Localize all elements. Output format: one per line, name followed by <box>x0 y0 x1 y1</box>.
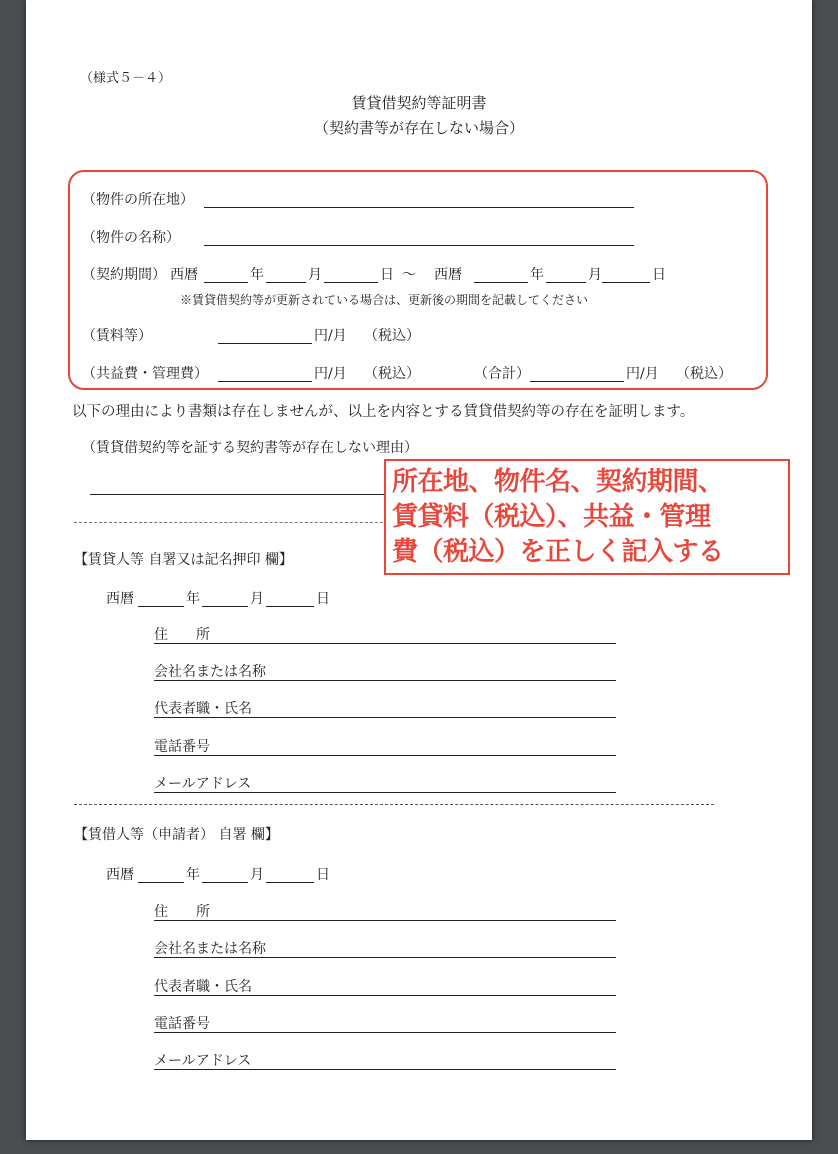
reason-label: （賃貸借契約等を証する契約書等が存在しない理由） <box>82 440 418 456</box>
lessee-representative-line[interactable] <box>154 995 616 996</box>
property-name-line[interactable] <box>204 245 634 246</box>
total-label: （合計） <box>474 366 530 382</box>
document-title: 賃貸借契約等証明書 <box>351 94 487 112</box>
contract-period-label: （契約期間） <box>82 267 166 283</box>
property-address-label: （物件の所在地） <box>82 192 194 208</box>
lessee-month-field[interactable] <box>202 882 248 883</box>
period-tilde: ～ <box>402 267 416 283</box>
lessee-email-label: メールアドレス <box>154 1053 252 1069</box>
total-field[interactable] <box>530 381 624 382</box>
lessee-email-line[interactable] <box>154 1069 616 1070</box>
common-fee-field[interactable] <box>218 381 312 382</box>
lessor-representative-line[interactable] <box>154 717 616 718</box>
lessor-address-line[interactable] <box>154 643 616 644</box>
lessee-year-field[interactable] <box>138 882 184 883</box>
certification-statement: 以下の理由により書類は存在しませんが、以上を内容とする賃貸借契約等の存在を証明します。 <box>72 404 695 420</box>
lessee-month-unit: 月 <box>250 867 264 883</box>
period-start-day-field[interactable] <box>324 282 378 283</box>
common-fee-label: （共益費・管理費） <box>82 366 208 382</box>
callout-line-1: 所在地、物件名、契約期間、 <box>392 467 724 497</box>
period-start-day-unit: 日 <box>380 267 394 283</box>
callout-line-3: 費（税込）を正しく記入する <box>392 537 724 567</box>
lessee-day-field[interactable] <box>266 882 314 883</box>
document-subtitle: （契約書等が存在しない場合） <box>313 119 524 137</box>
lessor-phone-label: 電話番号 <box>154 739 210 755</box>
property-name-label: （物件の名称） <box>82 230 180 246</box>
callout-line-2: 賃貸料（税込）、共益・管理 <box>392 502 711 532</box>
lessor-representative-label: 代表者職・氏名 <box>154 701 252 717</box>
lessor-address-label: 住 所 <box>154 627 210 643</box>
lessee-phone-label: 電話番号 <box>154 1016 210 1032</box>
period-start-year-unit: 年 <box>250 267 264 283</box>
lessee-address-line[interactable] <box>154 920 616 921</box>
lessor-year-unit: 年 <box>186 591 200 607</box>
lessee-phone-line[interactable] <box>154 1032 616 1033</box>
lessor-year-field[interactable] <box>138 606 184 607</box>
document-page <box>26 0 812 1140</box>
period-start-month-unit: 月 <box>308 267 322 283</box>
lessee-year-unit: 年 <box>186 867 200 883</box>
total-unit: 円/月 <box>626 366 659 382</box>
rent-field[interactable] <box>218 343 312 344</box>
period-end-month-field[interactable] <box>546 282 586 283</box>
rent-tax-note: （税込） <box>364 328 420 344</box>
lessor-company-line[interactable] <box>154 680 616 681</box>
common-fee-unit: 円/月 <box>314 366 347 382</box>
lessee-day-unit: 日 <box>316 867 330 883</box>
lessor-company-label: 会社名または名称 <box>154 664 266 680</box>
property-address-line[interactable] <box>204 207 634 208</box>
lessor-email-line[interactable] <box>154 792 616 793</box>
lessee-representative-label: 代表者職・氏名 <box>154 979 252 995</box>
period-end-year-field[interactable] <box>474 282 528 283</box>
lessee-company-line[interactable] <box>154 957 616 958</box>
period-end-year-unit: 年 <box>530 267 544 283</box>
period-note: ※賃貸借契約等が更新されている場合は、更新後の期間を記載してください <box>180 293 589 307</box>
rent-label: （賃料等） <box>82 328 152 344</box>
lessor-day-unit: 日 <box>316 591 330 607</box>
lessor-email-label: メールアドレス <box>154 776 252 792</box>
lessee-date-seireki: 西暦 <box>106 867 134 883</box>
period-end-day-field[interactable] <box>602 282 650 283</box>
form-code: （様式５－４） <box>80 71 172 86</box>
lessor-heading: 【賃貸人等 自署又は記名押印 欄】 <box>74 552 293 568</box>
period-end-seireki: 西暦 <box>434 267 462 283</box>
section-divider-2 <box>74 804 714 805</box>
lessor-day-field[interactable] <box>266 606 314 607</box>
annotation-callout <box>384 459 790 575</box>
lessee-company-label: 会社名または名称 <box>154 941 266 957</box>
period-start-year-field[interactable] <box>204 282 248 283</box>
lessor-date-seireki: 西暦 <box>106 591 134 607</box>
period-end-month-unit: 月 <box>588 267 602 283</box>
period-start-month-field[interactable] <box>266 282 306 283</box>
lessor-phone-line[interactable] <box>154 755 616 756</box>
period-end-day-unit: 日 <box>652 267 666 283</box>
rent-unit: 円/月 <box>314 328 347 344</box>
common-fee-tax-note: （税込） <box>364 366 420 382</box>
reason-line[interactable] <box>90 494 420 495</box>
lessor-month-unit: 月 <box>250 591 264 607</box>
total-tax-note: （税込） <box>676 366 732 382</box>
period-start-seireki: 西暦 <box>170 267 198 283</box>
lessor-month-field[interactable] <box>202 606 248 607</box>
lessee-heading: 【賃借人等（申請者） 自署 欄】 <box>74 827 279 843</box>
lessee-address-label: 住 所 <box>154 904 210 920</box>
